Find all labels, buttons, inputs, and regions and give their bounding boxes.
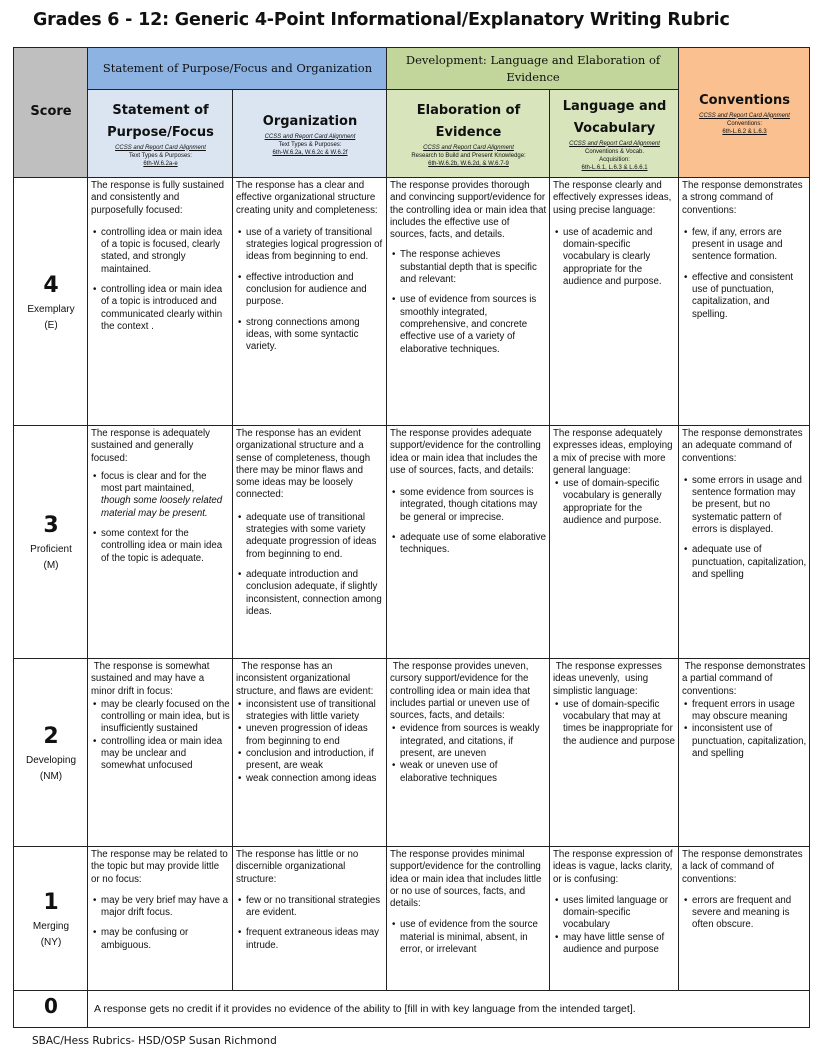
standard-label: Text Types & Purposes:: [278, 141, 342, 148]
list-item: • effective introduction and conclusion for audience and purpose.: [246, 272, 384, 309]
list-item: • controlling idea or main idea of a topic is focused, clearly stated, and strongly maintained.: [101, 227, 230, 276]
criteria-list: [682, 895, 807, 932]
list-item: • strong connections among ideas, with some syntactic variety.: [246, 317, 384, 354]
criteria-list: [553, 895, 676, 956]
cell-intro: The response is somewhat sustained and may have a minor drift in focus:: [91, 661, 213, 697]
rubric-cell-language: [550, 659, 679, 847]
list-item: • use of evidence from the source material is minimal, absent, in error, or irrelevant: [400, 919, 547, 956]
list-item: • The response achieves substantial depth that is specific and relevant:: [400, 249, 547, 286]
cell-intro: The response expresses ideas unevenly, using simplistic language:: [553, 661, 665, 697]
list-item: [101, 471, 230, 520]
score-number: 1: [43, 889, 59, 915]
score-cell: [14, 659, 88, 847]
column-header-conventions: [679, 48, 810, 178]
list-item: • controlling idea or main idea may be unclear and somewhat unfocused: [101, 736, 230, 773]
rubric-cell-language: [550, 178, 679, 426]
rubric-cell-organization: [233, 426, 387, 659]
score-code: (NY): [40, 936, 62, 948]
table-row-score-1: [14, 847, 810, 991]
list-item: • controlling idea or main idea of a topic is introduced and communicated clearly within the context .: [101, 284, 230, 333]
list-item: • evidence from sources is weakly integrated, and citations, if present, are uneven: [400, 723, 547, 760]
rubric-cell-elaboration: [387, 847, 550, 991]
score-cell: [14, 426, 88, 659]
score-cell: [14, 991, 88, 1028]
cell-intro: The response provides minimal support/evidence for the controlling idea or main idea that includes little or no use of sources, facts, and details:: [390, 849, 542, 910]
list-item: • use of evidence from sources is smoothly integrated, comprehensive, and concrete effective use of a variety of elaborative techniques.: [400, 294, 547, 355]
rubric-table: [13, 47, 810, 1028]
list-item: • adequate introduction and conclusion adequate, if slightly inconsistent, connection among ideas.: [246, 569, 384, 618]
criteria-list: [390, 249, 547, 355]
list-item: • uneven progression of ideas from beginning to end: [246, 723, 384, 748]
list-item: • some errors in usage and sentence formation may be present, but no systematic pattern of errors is displayed.: [692, 475, 807, 536]
rubric-cell-elaboration: [387, 659, 550, 847]
rubric-cell-language: [550, 426, 679, 659]
rubric-cell-organization: [233, 659, 387, 847]
group-header-development: Development: Language and Elaboration of Evidence: [387, 48, 679, 90]
italic-note: though some loosely related material may be present.: [101, 495, 223, 519]
rubric-cell-purpose: [88, 178, 233, 426]
list-item: • inconsistent use of punctuation, capitalization, and spelling: [692, 723, 807, 760]
score-cell: [14, 178, 88, 426]
score-number: 4: [43, 272, 59, 298]
list-item: • some context for the controlling idea or main idea of the topic is adequate.: [101, 528, 230, 565]
criteria-list: [553, 227, 676, 288]
cell-intro: The response demonstrates a strong command of conventions:: [682, 180, 803, 216]
rubric-cell-conventions: [679, 426, 810, 659]
column-title: Statement of Purpose/Focus: [107, 102, 214, 140]
list-item: • inconsistent use of transitional strategies with little variety: [246, 699, 384, 724]
table-row-score-3: [14, 426, 810, 659]
criteria-list: [553, 699, 676, 748]
cell-intro: The response has a clear and effective organizational structure creating unity and completeness:: [236, 180, 378, 216]
criteria-list: [682, 475, 807, 581]
rubric-cell-purpose: [88, 426, 233, 659]
list-item: • errors are frequent and severe and meaning is often obscure.: [692, 895, 807, 932]
criteria-list: [91, 895, 230, 952]
list-item: • conclusion and introduction, if present, are weak: [246, 748, 384, 773]
standard-code: 6th-W.6.2a-e: [143, 160, 178, 167]
standard-label: Conventions:: [727, 120, 763, 127]
score-cell: [14, 847, 88, 991]
criteria-list: [390, 487, 547, 556]
score-code: (M): [43, 560, 59, 571]
criteria-list: [682, 699, 807, 760]
rubric-cell-organization: [233, 178, 387, 426]
criteria-list: [91, 227, 230, 333]
rubric-cell-organization: [233, 847, 387, 991]
criteria-list: [390, 919, 547, 956]
standard-code: 6th-L.6.2 & L.6.3: [722, 128, 767, 135]
standard-label: Conventions & Vocab.: [585, 148, 645, 155]
cell-intro: The response clearly and effectively expresses ideas, using precise language:: [553, 180, 672, 216]
score-code: (E): [44, 319, 58, 331]
column-header-purpose-focus: [88, 90, 233, 178]
rubric-cell-language: [550, 847, 679, 991]
list-item: • may be very brief may have a major drift focus.: [101, 895, 230, 920]
standard-code: 6th-W.6.2a, W.6.2c & W.6.2f: [272, 149, 348, 156]
score-label: Developing: [25, 754, 77, 766]
criteria-list: [553, 478, 676, 527]
ccss-alignment-label: CCSS and Report Card Alignment: [264, 133, 356, 140]
list-item: • weak or uneven use of elaborative techniques: [400, 760, 547, 785]
rubric-cell-elaboration: [387, 178, 550, 426]
cell-intro: The response adequately expresses ideas, employing a mix of precise with more general language:: [553, 428, 673, 476]
list-item: • use of academic and domain-specific vocabulary is clearly appropriate for the audience and purpose.: [563, 227, 676, 288]
standard-code: 6th-W.6.2b, W.6.2d, & W.6.7-9: [428, 160, 509, 167]
list-item: • frequent errors in usage may obscure meaning: [692, 699, 807, 724]
cell-intro: The response has little or no discernible organizational structure:: [236, 849, 359, 885]
standard-code: 6th-L.6.1, L.6.3 & L.6.6.1: [581, 164, 648, 171]
column-title: Elaboration of Evidence: [416, 102, 521, 140]
table-row-score-0: [14, 991, 810, 1028]
score-number: 3: [43, 513, 59, 538]
cell-intro: The response has an inconsistent organizational structure, and flaws are evident:: [236, 661, 374, 697]
score-label: Merging: [32, 920, 70, 932]
cell-intro: The response demonstrates a partial command of conventions:: [682, 661, 809, 697]
cell-intro: The response demonstrates an adequate command of conventions:: [682, 428, 803, 464]
cell-intro: The response demonstrates a lack of command of conventions:: [682, 849, 803, 885]
column-header-elaboration: [387, 90, 550, 178]
list-item: • use of domain-specific vocabulary that may at times be inappropriate for the audience and purpose: [563, 699, 676, 748]
column-header-language-vocabulary: [550, 90, 679, 178]
list-item: • uses limited language or domain-specific vocabulary: [563, 895, 676, 932]
rubric-cell-conventions: [679, 659, 810, 847]
rubric-cell-purpose: [88, 659, 233, 847]
criteria-list: [236, 699, 384, 785]
no-credit-statement: A response gets no credit if it provides no evidence of the ability to [fill in with key language from the intended target].: [88, 991, 810, 1028]
column-title: Conventions: [699, 92, 790, 108]
list-item: • may be clearly focused on the controlling or main idea, but is insufficiently sustained: [101, 699, 230, 736]
cell-intro: The response may be related to the topic but may provide little or no focus:: [91, 849, 228, 885]
cell-intro: The response is adequately sustained and generally focused:: [91, 428, 211, 464]
rubric-cell-conventions: [679, 847, 810, 991]
criteria-list: [390, 723, 547, 784]
table-row-score-4: [14, 178, 810, 426]
list-item: • use of a variety of transitional strategies logical progression of ideas from beginning to end.: [246, 227, 384, 264]
list-item: • adequate use of punctuation, capitalization, and spelling: [692, 544, 807, 581]
list-item: • frequent extraneous ideas may intrude.: [246, 927, 384, 952]
rubric-cell-purpose: [88, 847, 233, 991]
standard-label: Research to Build and Present Knowledge:: [411, 152, 526, 159]
list-item: • few, if any, errors are present in usage and sentence formation.: [692, 227, 807, 264]
criteria-list: [236, 895, 384, 952]
standard-label: Text Types & Purposes:: [129, 152, 192, 159]
list-item-text: focus is clear and for the most part maintained,: [101, 470, 207, 495]
criteria-list: [236, 512, 384, 618]
ccss-alignment-label: CCSS and Report Card Alignment: [115, 144, 206, 151]
list-item: • few or no transitional strategies are evident.: [246, 895, 384, 920]
list-item: • effective and consistent use of punctuation, capitalization, and spelling.: [692, 272, 807, 321]
table-row-score-2: [14, 659, 810, 847]
list-item: • adequate use of some elaborative techniques.: [400, 532, 547, 557]
list-item: • use of domain-specific vocabulary is generally appropriate for the audience and purpose.: [563, 478, 676, 527]
rubric-cell-elaboration: [387, 426, 550, 659]
ccss-alignment-label: CCSS and Report Card Alignment: [699, 112, 790, 119]
group-header-purpose-organization: Statement of Purpose/Focus and Organization: [88, 48, 387, 90]
score-header: Score: [14, 48, 88, 178]
cell-intro: The response expression of ideas is vague, lacks clarity, or is confusing:: [553, 849, 673, 885]
ccss-alignment-label: CCSS and Report Card Alignment: [569, 140, 660, 147]
column-header-organization: [233, 90, 387, 178]
column-title: Organization: [262, 113, 358, 129]
list-item: • may be confusing or ambiguous.: [101, 927, 230, 952]
score-label: Exemplary: [27, 303, 75, 315]
rubric-cell-conventions: [679, 178, 810, 426]
list-item: • some evidence from sources is integrated, though citations may be general or imprecise.: [400, 487, 547, 524]
criteria-list: [91, 471, 230, 565]
cell-intro: The response provides adequate support/evidence for the controlling idea or main idea that includes the use of sources, facts, and details:: [390, 428, 541, 476]
criteria-list: [682, 227, 807, 321]
standard-label: Acquisition:: [599, 156, 630, 163]
score-number: 2: [43, 723, 59, 749]
page-title: Grades 6 - 12: Generic 4-Point Informational/Explanatory Writing Rubric: [33, 10, 730, 30]
cell-intro: The response provides thorough and convincing support/evidence for the controlling idea or main idea that includes the effective use of sources, facts, and details.: [390, 180, 547, 241]
footer-credit: SBAC/Hess Rubrics- HSD/OSP Susan Richmond: [32, 1035, 277, 1047]
criteria-list: [91, 699, 230, 773]
list-item: • may have little sense of audience and purpose: [563, 932, 676, 957]
list-item: • weak connection among ideas: [246, 773, 384, 785]
score-label: Proficient: [30, 544, 72, 555]
score-code: (NM): [39, 770, 63, 782]
cell-intro: The response has an evident organizational structure and a sense of completeness, though there may be minor flaws and some ideas may be loosely connected:: [236, 428, 371, 501]
criteria-list: [236, 227, 384, 354]
score-number: 0: [44, 994, 58, 1019]
ccss-alignment-label: CCSS and Report Card Alignment: [423, 144, 514, 151]
list-item: • adequate use of transitional strategies with some variety adequate progression of ideas from beginning to end.: [246, 512, 384, 561]
column-title: Language and Vocabulary: [562, 98, 667, 136]
cell-intro: The response provides uneven, cursory support/evidence for the controlling idea or main idea that includes partial or uneven use of sources, facts, and details:: [390, 661, 533, 722]
cell-intro: The response is fully sustained and consistently and purposefully focused:: [91, 180, 225, 216]
